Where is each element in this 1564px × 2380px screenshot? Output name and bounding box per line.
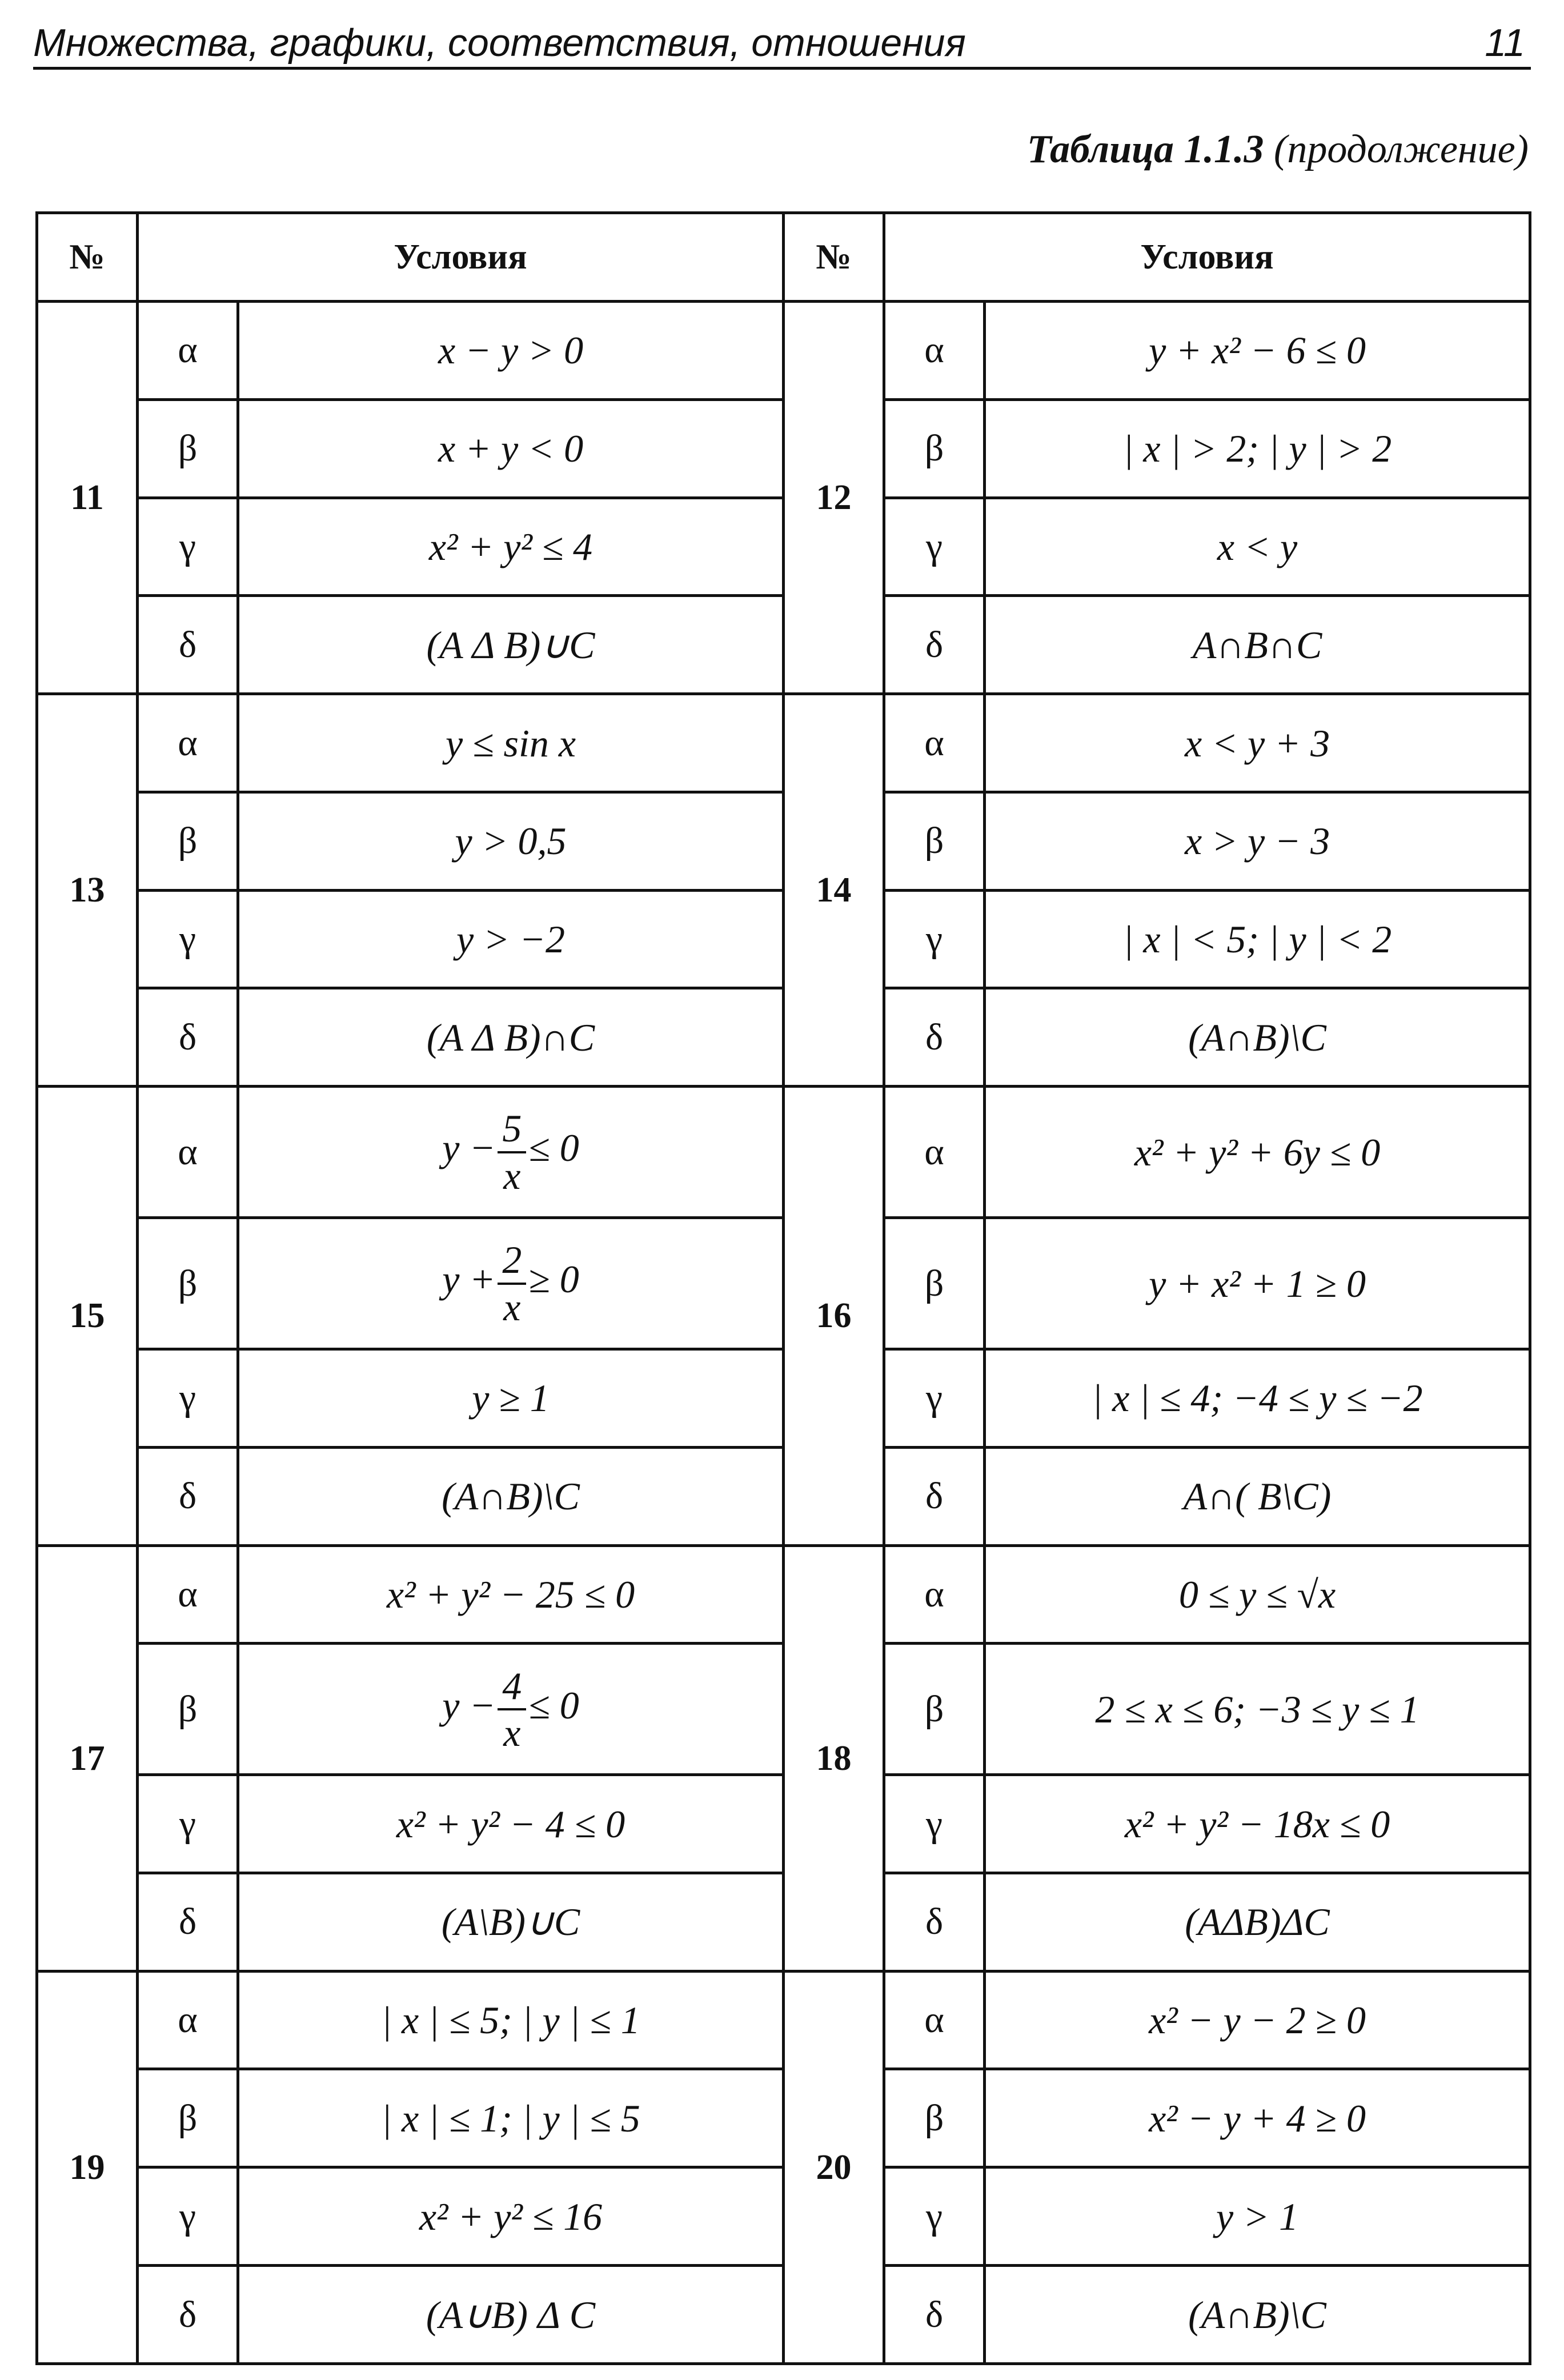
condition-formula: x² + y² − 18x ≤ 0 [985, 1775, 1530, 1873]
conditions-table [35, 211, 1531, 2365]
table-row [37, 302, 1530, 400]
condition-formula: (A∪B) Δ C [238, 2266, 784, 2364]
fraction-denominator: x [503, 1153, 521, 1197]
table-row [37, 694, 1530, 792]
condition-formula: | x | > 2; | y | > 2 [985, 399, 1530, 498]
table-caption-label: Таблица 1.1.3 [1026, 127, 1264, 171]
condition-letter: δ [884, 2266, 985, 2364]
condition-formula: y > −2 [238, 890, 784, 988]
condition-letter: β [138, 792, 238, 890]
condition-formula: | x | ≤ 4; −4 ≤ y ≤ −2 [985, 1349, 1530, 1447]
formula-prefix: y − [442, 1126, 496, 1170]
header-conditions: Условия [884, 213, 1530, 302]
condition-letter: γ [138, 2167, 238, 2266]
condition-formula: | x | ≤ 5; | y | ≤ 1 [238, 1971, 784, 2069]
formula-prefix: y + [442, 1257, 496, 1301]
table-body [37, 302, 1530, 2364]
formula-suffix: ≤ 0 [528, 1683, 579, 1727]
condition-letter: α [138, 1545, 238, 1644]
table-row [37, 1087, 1530, 1218]
condition-letter: γ [138, 498, 238, 596]
condition-letter: γ [884, 1775, 985, 1873]
condition-letter: α [138, 1087, 238, 1218]
condition-formula: (A Δ B)∪C [238, 596, 784, 694]
condition-letter: γ [884, 1349, 985, 1447]
condition-formula [238, 1218, 784, 1349]
condition-formula: (AΔB)ΔC [985, 1873, 1530, 1971]
condition-formula: y > 0,5 [238, 792, 784, 890]
condition-formula: | x | ≤ 1; | y | ≤ 5 [238, 2069, 784, 2167]
fraction [498, 1237, 526, 1329]
condition-letter: γ [138, 890, 238, 988]
condition-letter: α [884, 694, 985, 792]
condition-letter: β [884, 1644, 985, 1775]
condition-letter: β [138, 1644, 238, 1775]
condition-letter: γ [884, 2167, 985, 2266]
table-caption-note: (продолжение) [1274, 127, 1529, 171]
condition-letter: δ [884, 988, 985, 1087]
table-row [37, 1545, 1530, 1644]
formula-suffix: ≤ 0 [528, 1126, 579, 1170]
condition-formula: x² − y + 4 ≥ 0 [985, 2069, 1530, 2167]
fraction-numerator: 5 [498, 1106, 526, 1153]
condition-formula [238, 1087, 784, 1218]
condition-formula: x² + y² − 25 ≤ 0 [238, 1545, 784, 1644]
condition-formula: x² − y − 2 ≥ 0 [985, 1971, 1530, 2069]
condition-letter: α [884, 1971, 985, 2069]
condition-formula: x² + y² + 6y ≤ 0 [985, 1087, 1530, 1218]
condition-letter: δ [138, 2266, 238, 2364]
condition-letter: α [138, 694, 238, 792]
fraction-denominator: x [503, 1285, 521, 1329]
page-number: 11 [1485, 21, 1525, 65]
condition-formula: x + y < 0 [238, 399, 784, 498]
running-head [33, 13, 1531, 70]
variant-number: 11 [37, 302, 138, 694]
condition-formula: y ≤ sin x [238, 694, 784, 792]
condition-letter: α [138, 1971, 238, 2069]
formula-suffix: ≥ 0 [528, 1257, 579, 1301]
running-head-title: Множества, графики, соответствия, отношения [33, 21, 966, 65]
condition-formula: (A∩B)\C [985, 2266, 1530, 2364]
formula-prefix: y − [442, 1683, 496, 1727]
condition-letter: δ [884, 596, 985, 694]
header-conditions: Условия [138, 213, 784, 302]
condition-letter: δ [138, 596, 238, 694]
table-header-row [37, 213, 1530, 302]
fraction-denominator: x [503, 1710, 521, 1754]
fraction [498, 1664, 526, 1755]
condition-letter: β [138, 2069, 238, 2167]
condition-formula: x² + y² − 4 ≤ 0 [238, 1775, 784, 1873]
condition-letter: β [884, 2069, 985, 2167]
fraction [498, 1106, 526, 1197]
variant-number: 13 [37, 694, 138, 1087]
condition-formula: A∩B∩C [985, 596, 1530, 694]
fraction-numerator: 4 [498, 1664, 526, 1710]
table-caption [1027, 127, 1529, 173]
condition-letter: δ [884, 1873, 985, 1971]
variant-number: 15 [37, 1087, 138, 1545]
variant-number: 16 [784, 1087, 884, 1545]
condition-formula: y ≥ 1 [238, 1349, 784, 1447]
variant-number: 14 [784, 694, 884, 1087]
condition-letter: γ [138, 1349, 238, 1447]
condition-letter: β [884, 792, 985, 890]
variant-number: 17 [37, 1545, 138, 1971]
condition-formula: x > y − 3 [985, 792, 1530, 890]
condition-letter: α [138, 302, 238, 400]
condition-formula: A∩( B\C) [985, 1447, 1530, 1545]
variant-number: 12 [784, 302, 884, 694]
condition-formula: | x | < 5; | y | < 2 [985, 890, 1530, 988]
variant-number: 20 [784, 1971, 884, 2363]
condition-letter: β [884, 1218, 985, 1349]
condition-letter: δ [138, 1447, 238, 1545]
condition-letter: δ [138, 988, 238, 1087]
condition-letter: δ [138, 1873, 238, 1971]
condition-formula: x < y [985, 498, 1530, 596]
header-number: № [37, 213, 138, 302]
condition-formula: (A\B)∪C [238, 1873, 784, 1971]
condition-letter: α [884, 1545, 985, 1644]
condition-formula: y + x² − 6 ≤ 0 [985, 302, 1530, 400]
condition-formula: y + x² + 1 ≥ 0 [985, 1218, 1530, 1349]
condition-formula: x² + y² ≤ 16 [238, 2167, 784, 2266]
condition-formula: 2 ≤ x ≤ 6; −3 ≤ y ≤ 1 [985, 1644, 1530, 1775]
condition-formula: y > 1 [985, 2167, 1530, 2266]
condition-letter: α [884, 302, 985, 400]
condition-letter: β [884, 399, 985, 498]
condition-formula: (A∩B)\C [985, 988, 1530, 1087]
condition-formula: (A Δ B)∩C [238, 988, 784, 1087]
variant-number: 19 [37, 1971, 138, 2363]
condition-letter: α [884, 1087, 985, 1218]
condition-letter: β [138, 399, 238, 498]
condition-formula: 0 ≤ y ≤ √x [985, 1545, 1530, 1644]
condition-letter: γ [884, 890, 985, 988]
condition-formula [238, 1644, 784, 1775]
condition-letter: γ [884, 498, 985, 596]
variant-number: 18 [784, 1545, 884, 1971]
condition-formula: x² + y² ≤ 4 [238, 498, 784, 596]
condition-letter: δ [884, 1447, 985, 1545]
condition-letter: γ [138, 1775, 238, 1873]
condition-formula: (A∩B)\C [238, 1447, 784, 1545]
header-number: № [784, 213, 884, 302]
condition-letter: β [138, 1218, 238, 1349]
fraction-numerator: 2 [498, 1237, 526, 1284]
table-row [37, 1971, 1530, 2069]
condition-formula: x < y + 3 [985, 694, 1530, 792]
condition-formula: x − y > 0 [238, 302, 784, 400]
